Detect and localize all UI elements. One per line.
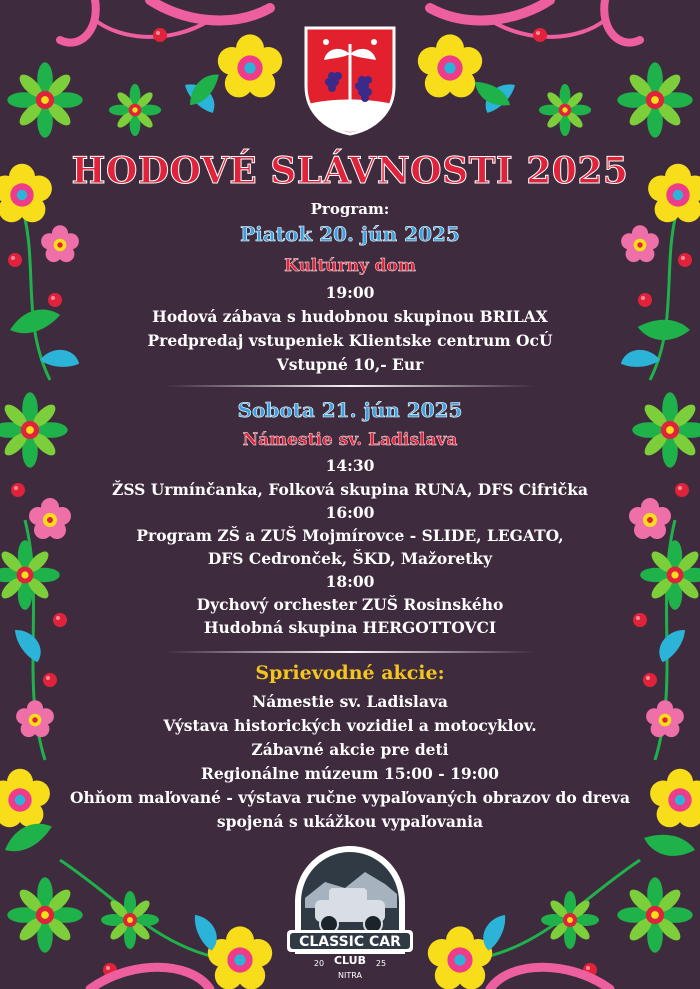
friday-line: Predpredaj vstupeniek Klientske centrum OcÚ (147, 331, 553, 350)
saturday-line: Hudobná skupina HERGOTTOVCI (203, 618, 497, 637)
friday-line: Hodová zábava s hudobnou skupinou BRILAX (152, 307, 548, 326)
coat-of-arms-icon (302, 24, 398, 136)
logo-line1: CLASSIC CAR (299, 934, 401, 950)
saturday-time: 18:00 (325, 572, 375, 591)
saturday-venue: Námestie sv. Ladislava (242, 430, 458, 450)
divider (165, 385, 535, 387)
saturday-day: Sobota 21. jún 2025 (237, 398, 463, 422)
side-event-line: Regionálne múzeum 15:00 - 19:00 (201, 764, 499, 783)
saturday-time: 14:30 (325, 456, 375, 475)
side-event-line: Námestie sv. Ladislava (252, 692, 448, 711)
saturday-line: DFS Cedronček, ŠKD, Mažoretky (207, 549, 493, 568)
logo-city: NITRA (338, 971, 362, 980)
saturday-line: Dychový orchester ZUŠ Rosinského (196, 595, 504, 614)
friday-day: Piatok 20. jún 2025 (240, 222, 460, 246)
side-event-line: Výstava historických vozidiel a motocyklov. (163, 716, 537, 735)
poster-title: HODOVÉ SLÁVNOSTI 2025 (71, 150, 629, 192)
side-event-line: Zábavné akcie pre deti (251, 740, 449, 759)
classic-car-club-logo (285, 842, 415, 989)
side-event-line: spojená s ukážkou vypaľovania (216, 812, 484, 831)
friday-line: Vstupné 10,- Eur (276, 355, 424, 374)
friday-venue: Kultúrny dom (284, 256, 416, 276)
logo-line2: CLUB (333, 954, 367, 967)
program-label: Program: (310, 200, 390, 218)
saturday-time: 16:00 (325, 503, 375, 522)
logo-year-right: 25 (375, 959, 387, 968)
saturday-line: ŽSS Urmínčanka, Folková skupina RUNA, DFS Cifrička (112, 480, 588, 499)
side-events-heading: Sprievodné akcie: (255, 662, 445, 684)
divider (165, 651, 535, 653)
saturday-line: Program ZŠ a ZUŠ Mojmírovce - SLIDE, LEGATO, (136, 526, 564, 545)
logo-year-left: 20 (313, 959, 325, 968)
friday-time: 19:00 (325, 283, 375, 302)
side-event-line: Ohňom maľované - výstava ručne vypaľovaných obrazov do dreva (69, 788, 630, 807)
